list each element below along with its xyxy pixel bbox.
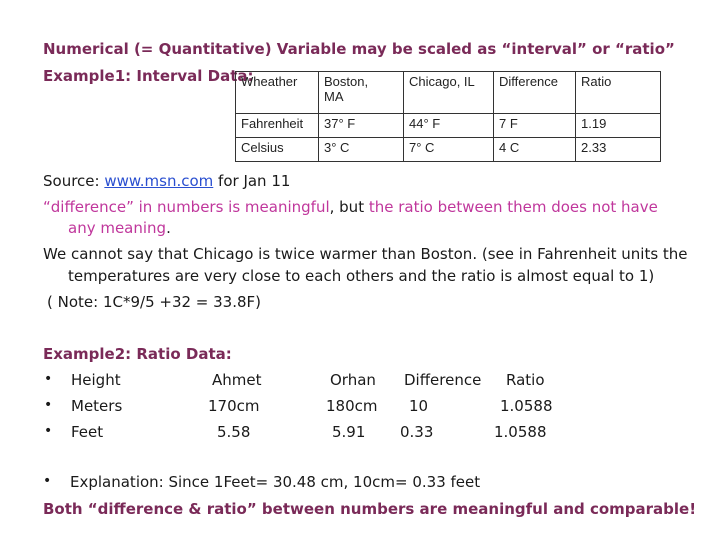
table-cell: 7° C [404,138,494,162]
list-item-value: 170cm [208,397,260,415]
table-cell: 7 F [494,114,576,138]
table-cell: 2.33 [576,138,661,162]
list-item-value: Orhan [330,371,376,389]
table-cell: 44° F [404,114,494,138]
example2-label: Example2: Ratio Data: [43,345,232,363]
source-line [43,172,290,190]
difference-note-line2 [68,219,171,237]
cannot-say-line2: temperatures are very close to each others and the ratio is almost equal to 1) [68,267,655,285]
conversion-note: ( Note: 1C*9/5 +32 = 33.8F) [47,293,262,311]
table-cell: 3° C [319,138,404,162]
any-meaning-text: any meaning [68,219,167,237]
table-cell: 1.19 [576,114,661,138]
explanation-text: Explanation: Since 1Feet= 30.48 cm, 10cm= 0.33 feet [70,473,481,491]
table-cell: 37° F [319,114,404,138]
list-item-value: 1.0588 [500,397,553,415]
table-row [236,114,661,138]
list-item-value: Ahmet [212,371,262,389]
list-item-value: 5.91 [332,423,366,441]
table-row [236,138,661,162]
source-link[interactable]: www.msn.com [104,172,214,190]
period: . [166,219,171,237]
difference-note-line1 [43,198,658,216]
bullet-icon: • [44,423,53,439]
table-cell: Wheather [236,72,319,114]
ratio-not-meaningful-text: the ratio between them does not have [368,198,658,216]
list-item-value: 0.33 [400,423,434,441]
example1-label: Example1: Interval Data: [43,67,254,85]
conclusion-text: Both “difference & ratio” between numbers are meaningful and comparable! [43,500,697,518]
list-item-value: 5.58 [217,423,251,441]
source-suffix: for Jan 11 [213,172,291,190]
source-prefix: Source: [43,172,105,190]
table-cell: Difference [494,72,576,114]
difference-meaningful-text: “difference” in numbers is meaningful [43,198,330,216]
table-cell: 4 C [494,138,576,162]
cannot-say-line1: We cannot say that Chicago is twice warmer than Boston. (see in Fahrenheit units the [43,245,688,263]
list-item-value: 1.0588 [494,423,547,441]
table-cell: Fahrenheit [236,114,319,138]
list-item-value: 10 [409,397,429,415]
table-cell: Ratio [576,72,661,114]
bullet-icon: • [44,371,53,387]
list-item-value: 180cm [326,397,378,415]
difference-connector: , but [329,198,369,216]
list-item-label: Height [71,371,121,389]
list-item-label: Feet [71,423,104,441]
table-cell: Chicago, IL [404,72,494,114]
table-header-row [236,72,661,114]
list-item-label: Meters [71,397,123,415]
interval-data-table [235,71,661,162]
slide-title: Numerical (= Quantitative) Variable may be scaled as “interval” or “ratio” [43,40,675,58]
bullet-icon: • [44,397,53,413]
list-item-value: Ratio [506,371,545,389]
list-item-value: Difference [404,371,482,389]
table-cell: Boston, MA [319,72,404,114]
table-cell: Celsius [236,138,319,162]
bullet-icon: • [43,473,52,489]
